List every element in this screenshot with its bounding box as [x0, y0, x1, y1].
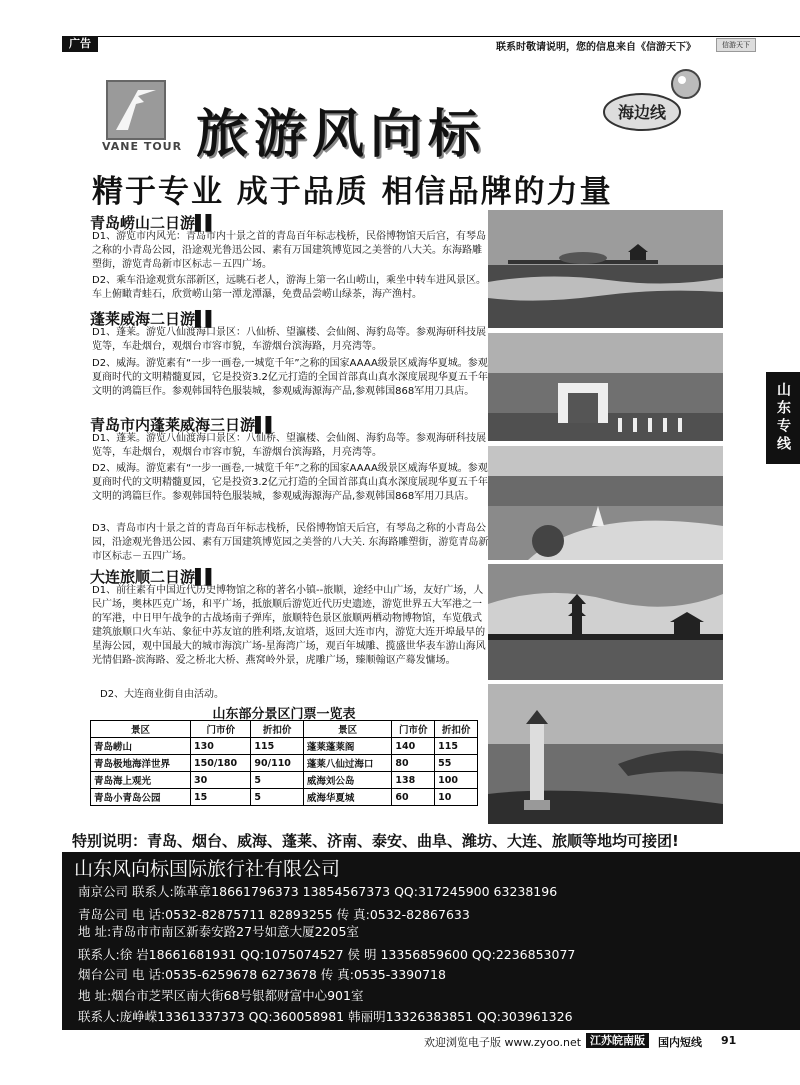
route-title: 蓬莱威海二日游▌▌ [90, 310, 217, 328]
table-row [91, 738, 478, 755]
day-text: 大连商业街自由活动。 [124, 689, 225, 700]
table-row [91, 772, 478, 789]
mascot-badge [600, 66, 710, 146]
table-header-row [91, 721, 478, 738]
route-day [92, 230, 490, 272]
route-day [92, 522, 490, 564]
table-cell: 80 [392, 755, 435, 772]
col-header: 折扣价 [251, 721, 303, 738]
table-cell: 90/110 [251, 755, 303, 772]
photo-lighthouse [488, 684, 723, 824]
col-header: 景区 [91, 721, 191, 738]
page-number: 91 [721, 1034, 737, 1047]
photo-coast-square [488, 446, 723, 560]
col-header: 折扣价 [435, 721, 478, 738]
company-name: 山东风向标国际旅行社有限公司 [74, 858, 341, 880]
table-cell: 115 [251, 738, 303, 755]
route-day [92, 326, 490, 354]
photo-pagoda [488, 564, 723, 680]
special-note: 特别说明：青岛、烟台、威海、蓬莱、济南、泰安、曲阜、潍坊、大连、旅顺等地均可接团! [72, 832, 679, 850]
table-row [91, 789, 478, 806]
day-text: 蓬莱。游览八仙渡海口景区：八仙桥、望瀛楼、会仙阁、海豹岛等。参观海研科技展览等，车赴烟台，观烟台市容市貌，车游烟台滨海路，月亮湾等。 [92, 327, 487, 352]
table-cell: 5 [251, 789, 303, 806]
route-title-text: 蓬莱威海二日游 [90, 310, 196, 328]
route-title: 青岛市内蓬莱威海三日游▌▌ [90, 416, 277, 434]
footer-section: 国内短线 [658, 1036, 702, 1049]
company-line: 联系人:庞峥嵘13361337373 QQ:360058981 韩丽明13326383851 QQ:303961326 [78, 1009, 573, 1024]
photo-qingdao-pier [488, 210, 723, 328]
table-cell: 青岛极地海洋世界 [91, 755, 191, 772]
table-cell: 138 [392, 772, 435, 789]
day-text: 威海。游览素有“一步一画卷,一城览千年”之称的国家AAAA级景区威海华夏城。参观夏商时代的文明精髓夏园，它是投资3.2亿元打造的全国首部真山真水深度展现华夏五千年文明的鸿篇巨作。参观韩国特色服装城，参观威海源海产品,参观韩国868军用刀具店。 [92, 463, 488, 502]
side-tab: 山东专线 [766, 372, 800, 464]
company-line: 地 址:青岛市市南区新泰安路27号如意大厦2205室 [78, 924, 359, 939]
table-cell: 60 [392, 789, 435, 806]
table-cell: 5 [251, 772, 303, 789]
day-label: D3、 [92, 523, 117, 534]
day-label: D2、 [92, 358, 117, 369]
company-line: 青岛公司 电 话:0532-82875711 82893255 传 真:0532-82867633 [78, 907, 470, 922]
route-title: 大连旅顺二日游▌▌ [90, 568, 217, 586]
table-cell: 蓬莱蓬莱阁 [303, 738, 392, 755]
logo-text: VANE TOUR [102, 140, 183, 153]
route-day [92, 584, 490, 668]
footer-badge: 江苏皖南版 [586, 1033, 649, 1048]
route-day [92, 357, 490, 399]
mascot-text: 海边线 [617, 103, 667, 122]
route-title: 青岛崂山二日游▌▌ [90, 214, 217, 232]
route-day [100, 688, 498, 702]
table-cell: 150/180 [191, 755, 251, 772]
day-label: D2、 [92, 275, 117, 286]
day-label: D2、 [100, 689, 125, 700]
day-label: D1、 [92, 433, 117, 444]
day-text: 乘车沿途观赏东部新区，远眺石老人，游海上第一名山崂山，乘坐中转车进风景区。车上俯瞰青蛙石，欣赏崂山第一潭龙潭瀑，免费品尝崂山绿茶，海产渔村。 [92, 275, 487, 300]
route-title-text: 青岛市内蓬莱威海三日游 [90, 416, 256, 434]
company-line: 南京公司 联系人:陈革章18661796373 13854567373 QQ:317245900 63238196 [78, 884, 558, 899]
day-text: 蓬莱。游览八仙渡海口景区：八仙桥、望瀛楼、会仙阁、海豹岛等。参观海研科技展览等，车赴烟台，观烟台市容市貌，车游烟台滨海路，月亮湾等。 [92, 433, 487, 458]
day-label: D1、 [92, 585, 117, 596]
brand-title: 旅游风向标 [196, 104, 487, 165]
route-title-text: 青岛崂山二日游 [90, 214, 196, 232]
vane-tour-logo [106, 80, 166, 140]
table-cell: 青岛海上观光 [91, 772, 191, 789]
company-line: 联系人:徐 岩18661681931 QQ:1075074527 侯 明 13356859600 QQ:2236853077 [78, 947, 576, 962]
table-cell: 青岛崂山 [91, 738, 191, 755]
table-cell: 青岛小青岛公园 [91, 789, 191, 806]
route-day [92, 432, 490, 460]
vane-icon [108, 82, 164, 138]
photo-weihai-gate [488, 333, 723, 441]
table-cell: 威海刘公岛 [303, 772, 392, 789]
day-text: 前往素有中国近代历史博物馆之称的著名小镇--旅顺，途经中山广场，友好广场，人民广场，奥林匹克广场，和平广场，抵旅顺后游览近代历史遗迹，游览世界五大军港之一的军港，中日甲午战争的古战场南子弹库，旅顺特色景区旅顺两栖动物博物馆，车览俄式建筑旅顺口火车站、象征中苏友谊的胜利塔,友谊塔，返回大连市内，游览大连开埠最早的星海公园，观中国最大的城市海滨广场-星海湾广场，观百年城雕、揽盛世华表车游山海风光情侣路-滨海路、爱之桥北大桥、燕窝岭外景，虎雕广场，臻顺翰讴产蓦发慵场。 [92, 585, 486, 666]
day-text: 青岛市内十景之首的青岛百年标志栈桥，民俗博物馆天后宫，有琴岛之称的小青岛公园，沿途观光鲁迅公园、素有万国建筑博览园之美誉的八大关. 东海路雕塑街，游览青岛新市区标志－五四广场。 [92, 523, 489, 562]
col-header: 景区 [303, 721, 392, 738]
table-cell: 15 [191, 789, 251, 806]
ticket-table-title: 山东部分景区门票一览表 [212, 707, 356, 722]
route-day [92, 274, 490, 302]
day-label: D1、 [92, 327, 117, 338]
col-header: 门市价 [392, 721, 435, 738]
slogan: 精于专业 成于品质 相信品牌的力量 [92, 174, 613, 210]
day-label: D1、 [92, 231, 117, 242]
day-text: 游览市内风光：青岛市内十景之首的青岛百年标志栈桥，民俗博物馆天后宫，有琴岛之称的小青岛公园，沿途观光鲁迅公园、素有万国建筑博览园之美誉的八大关。东海路雕塑街，游览青岛新市区标志－五四广场。 [92, 231, 487, 270]
footer-note: 欢迎浏览电子版 www.zyoo.net [424, 1036, 582, 1049]
ad-tag: 广告 [62, 36, 98, 52]
day-text: 威海。游览素有“一步一画卷,一城览千年”之称的国家AAAA级景区威海华夏城。参观夏商时代的文明精髓夏园，它是投资3.2亿元打造的全国首部真山真水深度展现华夏五千年文明的鸿篇巨作。参观韩国特色服装城，参观威海源海产品,参观韩国868军用刀具店。 [92, 358, 488, 397]
company-line: 地 址:烟台市芝罘区南大街68号银都财富中心901室 [78, 988, 364, 1003]
route-title-text: 大连旅顺二日游 [90, 568, 196, 586]
table-cell: 55 [435, 755, 478, 772]
table-cell: 蓬莱八仙过海口 [303, 755, 392, 772]
day-label: D2、 [92, 463, 117, 474]
table-cell: 威海华夏城 [303, 789, 392, 806]
company-line: 烟台公司 电 话:0535-6259678 6273678 传 真:0535-3390718 [78, 967, 446, 982]
header-logo: 信游天下 [716, 38, 756, 52]
table-cell: 115 [435, 738, 478, 755]
ticket-table [90, 720, 478, 806]
table-row [91, 755, 478, 772]
table-cell: 130 [191, 738, 251, 755]
col-header: 门市价 [191, 721, 251, 738]
route-day [92, 462, 490, 504]
header-note: 联系时敬请说明，您的信息来自《信游天下》 [496, 42, 696, 53]
table-cell: 100 [435, 772, 478, 789]
table-cell: 10 [435, 789, 478, 806]
table-cell: 140 [392, 738, 435, 755]
table-cell: 30 [191, 772, 251, 789]
